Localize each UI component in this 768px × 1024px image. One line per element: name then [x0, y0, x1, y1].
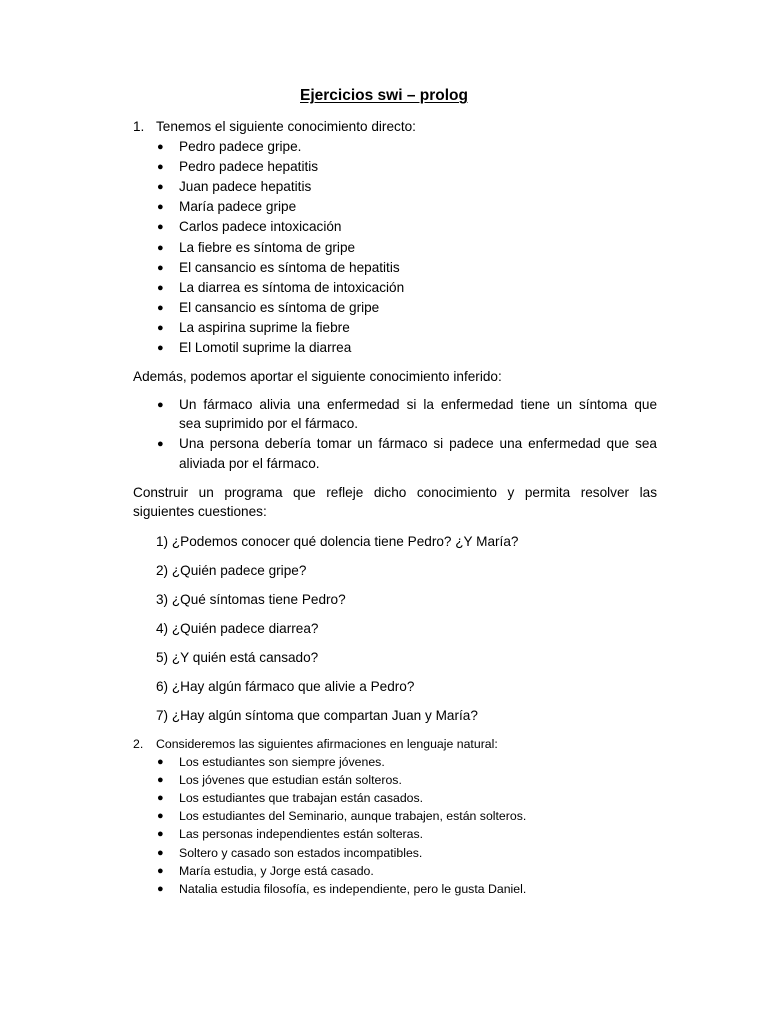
question-item: 7) ¿Hay algún síntoma que compartan Juan y María? — [156, 708, 478, 723]
section-2-heading: Consideremos las siguientes afirmaciones en lenguaje natural: — [156, 737, 498, 751]
task-line-1: Construir un programa que refleje dicho conocimiento y permita resolver las — [133, 485, 657, 500]
page-title: Ejercicios swi – prolog — [300, 87, 468, 104]
statement-item: Los estudiantes del Seminario, aunque trabajen, están solteros. — [179, 809, 527, 824]
fact-item: María padece gripe — [179, 199, 297, 215]
inferred-rule-1-line-1: Un fármaco alivia una enfermedad si la enfermedad tiene un síntoma que — [179, 397, 657, 412]
bullet-icon: ● — [157, 756, 164, 768]
statement-item: Los estudiantes que trabajan están casados. — [179, 791, 424, 806]
statement-item: Las personas independientes están solteras. — [179, 827, 424, 842]
section-1-heading: Tenemos el siguiente conocimiento directo: — [156, 119, 416, 134]
bullet-icon: ● — [157, 221, 164, 234]
bullet-icon: ● — [157, 201, 164, 214]
bullet-icon: ● — [157, 261, 164, 274]
fact-item: Pedro padece gripe. — [179, 139, 302, 154]
bullet-icon: ● — [157, 321, 164, 334]
question-item: 6) ¿Hay algún fármaco que alivie a Pedro? — [156, 679, 415, 694]
bullet-icon: ● — [157, 438, 164, 450]
fact-item: El Lomotil suprime la diarrea — [179, 340, 352, 355]
statement-item: Los estudiantes son siempre jóvenes. — [179, 755, 385, 769]
bullet-icon: ● — [157, 141, 164, 153]
bullet-icon: ● — [157, 774, 164, 787]
section-1-number: 1. — [133, 119, 145, 134]
bullet-icon: ● — [157, 882, 164, 895]
fact-item: La fiebre es síntoma de gripe — [179, 239, 356, 255]
question-item: 3) ¿Qué síntomas tiene Pedro? — [156, 592, 346, 607]
statement-item: María estudia, y Jorge está casado. — [179, 863, 374, 878]
bullet-icon: ● — [157, 792, 164, 805]
bullet-icon: ● — [157, 161, 164, 174]
inferred-intro: Además, podemos aportar el siguiente conocimiento inferido: — [133, 369, 502, 384]
fact-item: El cansancio es síntoma de hepatitis — [179, 259, 400, 275]
fact-item: Juan padece hepatitis — [179, 179, 312, 195]
bullet-icon: ● — [157, 241, 164, 254]
question-item: 4) ¿Quién padece diarrea? — [156, 621, 319, 636]
fact-item: El cansancio es síntoma de gripe — [179, 299, 380, 315]
bullet-icon: ● — [157, 342, 164, 354]
bullet-icon: ● — [157, 810, 164, 823]
fact-item: La diarrea es síntoma de intoxicación — [179, 279, 405, 295]
bullet-icon: ● — [157, 864, 164, 877]
statement-item: Soltero y casado son estados incompatibles. — [179, 845, 423, 860]
bullet-icon: ● — [157, 399, 164, 411]
task-line-2: siguientes cuestiones: — [133, 504, 267, 519]
inferred-rule-2-line-2: aliviada por el fármaco. — [179, 456, 320, 471]
question-item: 5) ¿Y quién está cansado? — [156, 650, 319, 665]
bullet-icon: ● — [157, 301, 164, 314]
inferred-rule-1-line-2: sea suprimido por el fármaco. — [179, 416, 359, 431]
bullet-icon: ● — [157, 181, 164, 194]
fact-item: La aspirina suprime la fiebre — [179, 319, 350, 335]
bullet-icon: ● — [157, 828, 164, 841]
statement-item: Natalia estudia filosofía, es independiente, pero le gusta Daniel. — [179, 881, 527, 896]
question-item: 2) ¿Quién padece gripe? — [156, 563, 307, 578]
inferred-rule-2-line-1: Una persona debería tomar un fármaco si padece una enfermedad que sea — [179, 436, 657, 451]
fact-item: Carlos padece intoxicación — [179, 219, 342, 235]
bullet-icon: ● — [157, 846, 164, 859]
section-2-number: 2. — [133, 737, 144, 751]
fact-item: Pedro padece hepatitis — [179, 159, 319, 175]
bullet-icon: ● — [157, 281, 164, 294]
question-item: 1) ¿Podemos conocer qué dolencia tiene Pedro? ¿Y María? — [156, 534, 519, 549]
statement-item: Los jóvenes que estudian están solteros. — [179, 773, 402, 788]
